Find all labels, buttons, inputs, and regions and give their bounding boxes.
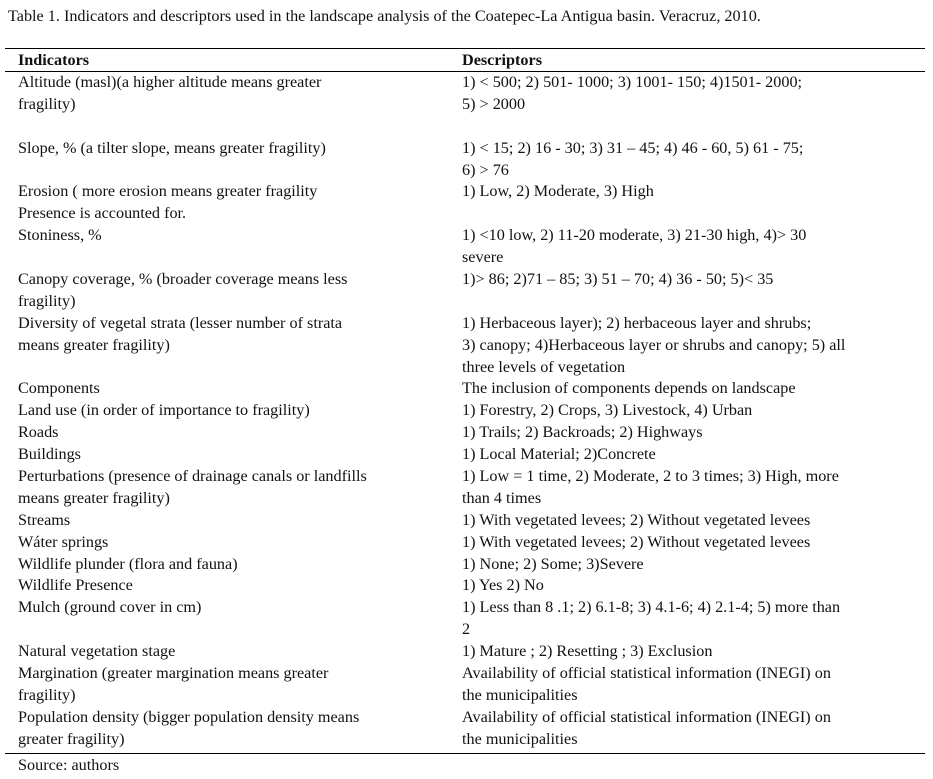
descriptor-text-line <box>462 203 922 225</box>
descriptor-text-line: The inclusion of components depends on landscape <box>462 379 796 398</box>
table-caption: Table 1. Indicators and descriptors used in the landscape analysis of the Coatepec-La Antigua basin. Veracruz, 2010. <box>8 7 761 25</box>
indicator-cell <box>0 225 444 269</box>
indicator-text-line: Streams <box>18 510 71 529</box>
indicator-text-line: Altitude (masl)(a higher altitude means greater <box>18 73 322 91</box>
descriptor-text-line: 1)> 86; 2)71 – 85; 3) 51 – 70; 4) 36 - 50; 5)< 35 <box>462 270 774 289</box>
indicator-text-line: fragility) <box>18 94 76 113</box>
indicator-text-line: Natural vegetation stage <box>18 642 176 661</box>
indicator-cell <box>0 532 444 554</box>
indicator-cell <box>0 313 444 379</box>
indicator-text-line: Population density (bigger population density means <box>18 707 360 726</box>
descriptor-cell <box>462 510 922 532</box>
descriptor-cell <box>462 466 922 510</box>
descriptor-text-line: 1) With vegetated levees; 2) Without vegetated levees <box>462 532 811 551</box>
descriptor-text-line: 1) Forestry, 2) Crops, 3) Livestock, 4) Urban <box>462 401 753 420</box>
indicator-cell <box>0 400 444 422</box>
descriptor-cell <box>462 444 922 466</box>
descriptor-cell <box>462 313 922 379</box>
descriptor-cell <box>462 378 922 400</box>
descriptor-cell <box>462 575 922 597</box>
indicator-text-line: Erosion ( more erosion means greater fragility <box>18 182 318 201</box>
indicator-cell <box>0 181 444 225</box>
table-body <box>0 72 933 751</box>
indicator-text-line: means greater fragility) <box>18 335 170 354</box>
descriptor-text-line: 1) With vegetated levees; 2) Without vegetated levees <box>462 510 811 529</box>
descriptor-text-line <box>462 116 922 138</box>
table-header-row <box>0 50 933 71</box>
table-row <box>0 554 933 576</box>
indicator-text-line <box>18 247 444 269</box>
descriptor-text-line: 1) Low, 2) Moderate, 3) High <box>462 182 654 201</box>
indicator-text-line: Components <box>18 379 100 398</box>
descriptor-text-line: 1) Low = 1 time, 2) Moderate, 2 to 3 times; 3) High, more <box>462 467 839 486</box>
indicator-text-line <box>18 619 444 641</box>
table-row <box>0 663 933 707</box>
descriptor-text-line: than 4 times <box>462 488 542 507</box>
indicator-cell <box>0 444 444 466</box>
indicator-text-line: greater fragility) <box>18 729 125 748</box>
indicator-cell <box>0 597 444 641</box>
descriptor-text-line: 1) Local Material; 2)Concrete <box>462 445 656 464</box>
descriptor-text-line: 1) Less than 8 .1; 2) 6.1-8; 3) 4.1-6; 4) 2.1-4; 5) more than <box>462 598 841 617</box>
table-row <box>0 510 933 532</box>
descriptor-cell <box>462 707 922 751</box>
indicator-cell <box>0 575 444 597</box>
descriptor-cell <box>462 269 922 313</box>
descriptor-text-line: 1) None; 2) Some; 3)Severe <box>462 554 644 573</box>
indicator-text-line: Stoniness, % <box>18 226 102 245</box>
descriptor-cell <box>462 181 922 225</box>
table-row <box>0 400 933 422</box>
indicator-cell <box>0 707 444 751</box>
table-row <box>0 181 933 225</box>
descriptor-text-line: 5) > 2000 <box>462 94 526 113</box>
descriptor-cell <box>462 597 922 641</box>
descriptor-cell <box>462 72 922 138</box>
indicator-cell <box>0 378 444 400</box>
descriptor-text-line: 1) Trails; 2) Backroads; 2) Highways <box>462 423 703 442</box>
descriptor-cell <box>462 532 922 554</box>
indicator-text-line: fragility) <box>18 291 76 310</box>
descriptor-text-line: severe <box>462 248 504 267</box>
indicator-cell <box>0 138 444 182</box>
indicator-text-line: Roads <box>18 423 59 442</box>
table-row <box>0 532 933 554</box>
descriptor-text-line: 2 <box>462 620 471 639</box>
descriptor-cell <box>462 422 922 444</box>
indicator-cell <box>0 422 444 444</box>
indicator-cell <box>0 269 444 313</box>
indicator-text-line: means greater fragility) <box>18 488 170 507</box>
descriptor-text-line: the municipalities <box>462 729 578 748</box>
descriptor-cell <box>462 663 922 707</box>
table-bottom-rule <box>5 753 925 754</box>
descriptor-text-line <box>462 291 922 313</box>
descriptor-cell <box>462 225 922 269</box>
indicator-text-line: Slope, % (a tilter slope, means greater fragility) <box>18 138 326 157</box>
table-top-rule <box>5 48 925 49</box>
table-row <box>0 466 933 510</box>
indicator-text-line: Wáter springs <box>18 532 109 551</box>
indicator-cell <box>0 663 444 707</box>
indicator-text-line: Mulch (ground cover in cm) <box>18 598 202 617</box>
descriptor-cell <box>462 138 922 182</box>
descriptor-text-line: 1) <10 low, 2) 11-20 moderate, 3) 21-30 high, 4)> 30 <box>462 226 807 245</box>
indicator-cell <box>0 510 444 532</box>
table-source-note: Source: authors <box>18 756 120 774</box>
table-row <box>0 313 933 379</box>
table-row <box>0 575 933 597</box>
table-row <box>0 269 933 313</box>
descriptor-cell <box>462 400 922 422</box>
indicator-text-line: Wildlife Presence <box>18 576 133 595</box>
indicator-cell <box>0 641 444 663</box>
indicator-text-line: Buildings <box>18 445 81 464</box>
table-row <box>0 72 933 138</box>
indicator-text-line <box>18 357 444 379</box>
indicator-cell <box>0 72 444 138</box>
table-row <box>0 597 933 641</box>
descriptor-text-line: 1) Mature ; 2) Resetting ; 3) Exclusion <box>462 642 713 661</box>
indicator-text-line: Diversity of vegetal strata (lesser number of strata <box>18 313 343 332</box>
descriptor-cell <box>462 554 922 576</box>
header-indicators: Indicators <box>18 51 90 69</box>
descriptor-text-line: 3) canopy; 4)Herbaceous layer or shrubs and canopy; 5) all <box>462 335 846 354</box>
table-row <box>0 378 933 400</box>
indicator-cell <box>0 466 444 510</box>
table-row <box>0 707 933 751</box>
table-row <box>0 444 933 466</box>
indicator-text-line: Wildlife plunder (flora and fauna) <box>18 554 238 573</box>
table-row <box>0 138 933 182</box>
indicator-text-line <box>18 116 444 138</box>
table-row <box>0 225 933 269</box>
descriptor-text-line: 1) Yes 2) No <box>462 576 544 595</box>
indicator-text-line: Perturbations (presence of drainage canals or landfills <box>18 467 367 486</box>
indicator-text-line: Margination (greater margination means greater <box>18 664 329 683</box>
descriptor-text-line: three levels of vegetation <box>462 357 626 376</box>
indicator-cell <box>0 554 444 576</box>
descriptor-text-line: 1) Herbaceous layer); 2) herbaceous layer and shrubs; <box>462 313 812 332</box>
header-descriptors: Descriptors <box>462 51 543 69</box>
descriptor-text-line: Availability of official statistical information (INEGI) on <box>462 707 831 726</box>
table-row <box>0 641 933 663</box>
descriptor-text-line: the municipalities <box>462 685 578 704</box>
descriptor-cell <box>462 641 922 663</box>
indicator-text-line: fragility) <box>18 685 76 704</box>
descriptor-text-line: Availability of official statistical information (INEGI) on <box>462 664 831 683</box>
descriptor-text-line: 1) < 500; 2) 501- 1000; 3) 1001- 150; 4)1501- 2000; <box>462 73 803 91</box>
indicator-text-line <box>18 160 444 182</box>
indicator-text-line: Canopy coverage, % (broader coverage means less <box>18 270 348 289</box>
descriptor-text-line: 6) > 76 <box>462 160 509 179</box>
table-row <box>0 422 933 444</box>
indicator-text-line: Land use (in order of importance to fragility) <box>18 401 310 420</box>
indicator-text-line: Presence is accounted for. <box>18 204 187 223</box>
descriptor-text-line: 1) < 15; 2) 16 - 30; 3) 31 – 45; 4) 46 - 60, 5) 61 - 75; <box>462 138 804 157</box>
